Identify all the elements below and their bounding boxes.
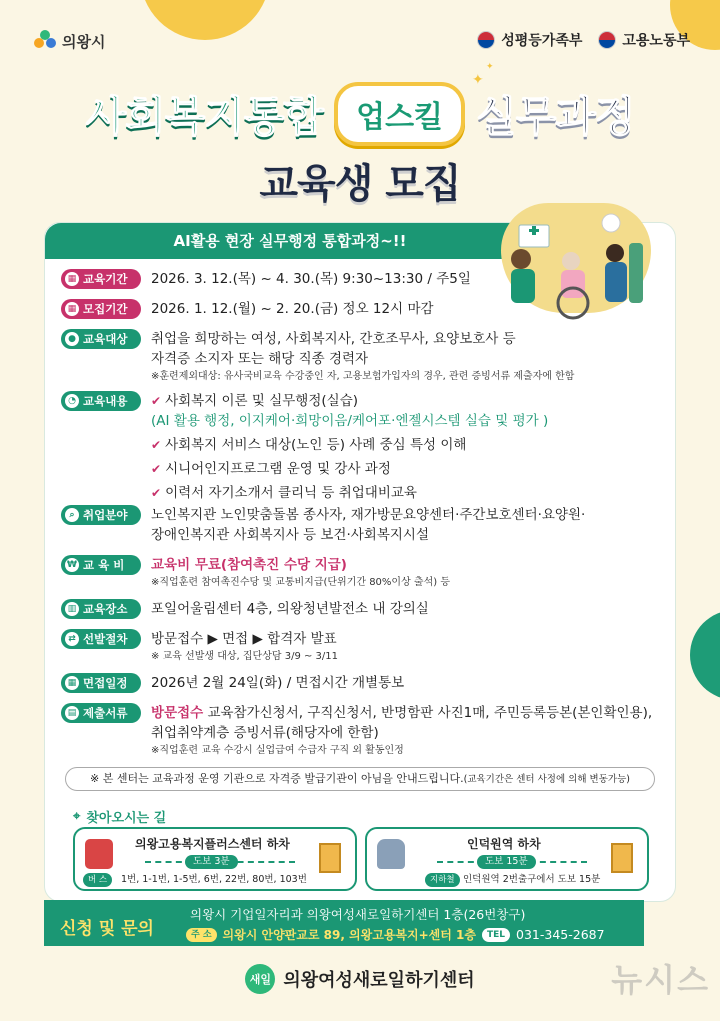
content-item	[151, 391, 548, 411]
building-icon	[319, 843, 341, 873]
caregiver-icon	[491, 203, 661, 323]
label-badge	[61, 269, 141, 289]
content-text: 사회복지 이론 및 실무행정(실습)	[165, 393, 359, 409]
content-text: 시니어인지프로그램 운영 및 강사 과정	[165, 461, 391, 477]
person-icon: ●	[65, 332, 79, 346]
apply-title: 신청 및 문의	[60, 919, 154, 939]
tel-tag: TEL	[482, 928, 510, 942]
walk-time: 도보 3분	[185, 855, 238, 869]
label-badge	[61, 299, 141, 319]
address-text: 의왕시 안양판교로 89, 의왕고용복지+센터 1층	[222, 928, 476, 942]
row-interview	[61, 673, 404, 693]
check-icon: ✔	[151, 438, 162, 452]
city-logo	[34, 30, 105, 52]
docs-line: 취업취약계층 증빙서류(해당자에 한함)	[151, 725, 379, 741]
info-card	[44, 222, 676, 902]
sub-title: 교육생 모집	[259, 161, 461, 207]
walk-time: 도보 15분	[477, 855, 536, 869]
place-value: 포일어울림센터 4층, 의왕청년발전소 내 강의실	[151, 601, 429, 617]
target-line: 자격증 소지자 또는 해당 직종 경력자	[151, 351, 369, 367]
check-icon: ✔	[151, 394, 162, 408]
transport-tag: 버 스	[83, 873, 112, 887]
check-icon: ✔	[151, 486, 162, 500]
row-content	[61, 391, 548, 503]
main-title	[0, 82, 720, 146]
fee-value	[151, 555, 450, 591]
label-text: 모집기간	[83, 302, 128, 316]
notice-subtext: (교육기간은 센터 사정에 의해 변동가능)	[463, 774, 630, 785]
label-badge	[61, 599, 141, 619]
sparkle-icon: ✦	[486, 62, 494, 72]
title-pill: 업스킬	[334, 82, 465, 146]
title-part2: 실무과정	[476, 92, 635, 141]
docs-text: 교육참가신청서, 구직신청서, 반명함판 사진1매, 주민등록등본(본인확인용),	[203, 705, 653, 721]
bus-icon	[85, 839, 113, 869]
row-docs	[61, 703, 652, 759]
target-note: ※훈련제외대상: 유사국비교육 수강중인 자, 고용보험가입자의 경우, 관련 증빙서류 제출자에 한함	[151, 371, 575, 382]
city-logo-icon	[34, 30, 56, 52]
label-text: 교 육 비	[83, 558, 125, 572]
content-item	[151, 459, 548, 479]
notice-text: ※ 본 센터는 교육과정 운영 기관으로 자격증 발급기관이 아님을 안내드립니다.	[90, 772, 464, 785]
check-icon: ✔	[151, 462, 162, 476]
row-select	[61, 629, 338, 665]
title-part1: 사회복지통합	[85, 92, 323, 141]
content-item	[151, 483, 548, 503]
target-line: 취업을 희망하는 여성, 사회복지사, 간호조무사, 요양보호사 등	[151, 331, 516, 347]
label-text: 교육내용	[83, 394, 128, 408]
row-place	[61, 599, 429, 619]
sparkle-icon: ✦	[472, 72, 484, 88]
interview-value: 2026년 2월 24일(화) / 면접시간 개별통보	[151, 675, 405, 691]
content-value	[151, 391, 548, 503]
label-text: 교육장소	[83, 602, 128, 616]
row-period	[61, 269, 471, 289]
docs-note: ※직업훈련 교육 수강시 실업급여 수급자 구직 외 활동인정	[151, 745, 404, 756]
calendar-icon: ▦	[65, 272, 79, 286]
period-value: 2026. 3. 12.(목) ~ 4. 30.(목) 9:30~13:30 / 주5일	[151, 271, 471, 287]
select-note: ※ 교육 선발생 대상, 집단상담 3/9 ~ 3/11	[151, 651, 338, 662]
row-fee	[61, 555, 450, 591]
label-badge	[61, 629, 141, 649]
row-field	[61, 505, 585, 545]
label-text: 선발절차	[83, 632, 128, 646]
center-logo-icon: 새일	[245, 964, 275, 994]
stop-name: 의왕고용복지플러스센터 하차	[135, 837, 290, 851]
label-text: 교육대상	[83, 332, 128, 346]
footer-line: 의왕시 기업일자리과 의왕여성새로일하기센터 1층(26번창구)	[190, 907, 526, 922]
label-badge	[61, 703, 141, 723]
address-tag: 주 소	[186, 928, 217, 942]
target-value	[151, 329, 574, 385]
content-item	[151, 435, 548, 455]
search-icon: ⌕	[65, 508, 79, 522]
location-pin-icon: ⌖	[73, 809, 81, 824]
document-icon: ▤	[65, 706, 79, 720]
directions-subway	[365, 827, 649, 891]
bus-routes: 1번, 1-1번, 1-5번, 6번, 22번, 80번, 103번	[121, 874, 307, 885]
field-value	[151, 505, 585, 545]
taegeuk-icon	[598, 31, 616, 49]
caregiver-illustration	[491, 203, 661, 323]
directions-bus	[73, 827, 357, 891]
decor-circle	[690, 610, 720, 700]
field-line: 노인복지관 노인맞춤돌봄 종사자, 재가방문요양센터·주간보호센터·요양원·	[151, 507, 586, 523]
notice-box	[65, 767, 655, 791]
footer-address	[186, 926, 605, 943]
building-icon	[611, 843, 633, 873]
calendar-icon: ▦	[65, 302, 79, 316]
steps-icon: ⇄	[65, 632, 79, 646]
select-text: 방문접수 ▶ 면접 ▶ 합격자 발표	[151, 631, 337, 647]
label-text: 제출서류	[83, 706, 128, 720]
building-icon: ▥	[65, 602, 79, 616]
docs-value	[151, 703, 652, 759]
directions-title-text: 찾아오시는 길	[86, 811, 167, 826]
calendar-icon: ▦	[65, 676, 79, 690]
train-icon	[377, 839, 405, 869]
transport-tag: 지하철	[425, 873, 460, 887]
fee-note: ※직업훈련 참여촉진수당 및 교통비지급(단위기간 80%이상 출석) 등	[151, 577, 450, 588]
select-value	[151, 629, 338, 665]
ministry-name: 고용노동부	[622, 33, 690, 49]
top-bar	[0, 24, 720, 60]
label-badge	[61, 673, 141, 693]
ministry-labor	[598, 30, 690, 50]
docs-line	[151, 703, 652, 723]
content-subtext: (AI 활용 행정, 이지케어·희망이음/케어포·엔젤시스템 실습 및 평가 )	[151, 413, 549, 429]
directions-title	[73, 807, 166, 826]
taegeuk-icon	[477, 31, 495, 49]
label-text: 취업분야	[83, 508, 128, 522]
center-name: 의왕여성새로일하기센터	[283, 970, 475, 991]
content-text: 사회복지 서비스 대상(노인 등) 사례 중심 특성 이해	[165, 437, 467, 453]
label-text: 면접일정	[83, 676, 128, 690]
chart-icon: ◔	[65, 394, 79, 408]
watermark: 뉴시스	[611, 961, 710, 999]
recruit-value: 2026. 1. 12.(월) ~ 2. 20.(금) 정오 12시 마감	[151, 301, 434, 317]
row-target	[61, 329, 574, 385]
label-badge	[61, 391, 141, 411]
banner: AI활용 현장 실무행정 통합과정~!!	[45, 223, 535, 259]
city-name: 의왕시	[62, 32, 106, 51]
label-badge	[61, 555, 141, 575]
content-text: 이력서 자기소개서 클리닉 등 취업대비교육	[165, 485, 417, 501]
subway-info: 인덕원역 2번출구에서 도보 15분	[463, 874, 601, 885]
ministry-gender	[477, 30, 582, 50]
ministry-logos	[477, 30, 690, 50]
coin-icon: ₩	[65, 558, 79, 572]
fee-text: 교육비 무료(참여촉진 수당 지급)	[151, 557, 347, 573]
label-text: 교육기간	[83, 272, 128, 286]
row-recruit	[61, 299, 434, 319]
label-badge	[61, 505, 141, 525]
stop-name: 인덕원역 하차	[467, 837, 541, 851]
docs-lead: 방문접수	[151, 705, 204, 721]
label-badge	[61, 329, 141, 349]
ministry-name: 성평등가족부	[501, 33, 583, 49]
field-line: 장애인복지관 사회복지사 등 보건·사회복지시설	[151, 527, 429, 543]
tel-text: 031-345-2687	[516, 927, 605, 942]
